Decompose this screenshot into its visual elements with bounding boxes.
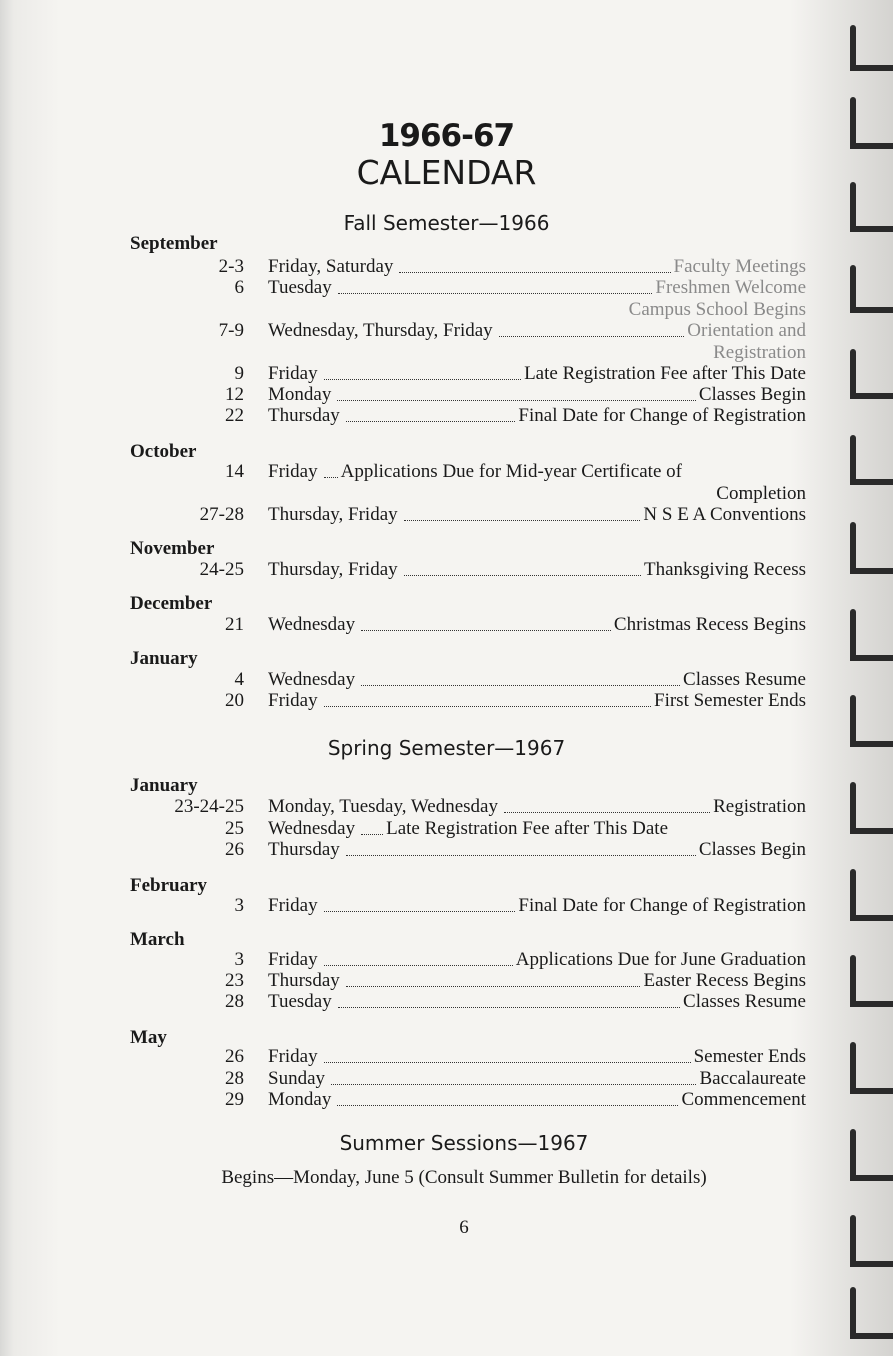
row-event: Freshmen Welcome bbox=[655, 277, 806, 298]
calendar-row bbox=[130, 669, 806, 691]
month-may: May bbox=[130, 1027, 167, 1048]
row-day: Friday bbox=[268, 895, 318, 916]
row-date: 12 bbox=[225, 384, 244, 405]
row-day: Wednesday bbox=[268, 614, 356, 635]
calendar-row bbox=[130, 690, 806, 712]
dot-leader bbox=[346, 986, 641, 987]
calendar-row-continuation bbox=[130, 342, 806, 364]
row-date: 3 bbox=[234, 949, 244, 970]
calendar-row bbox=[130, 256, 806, 278]
calendar-row-continuation bbox=[130, 483, 806, 505]
row-event: N S E A Conventions bbox=[643, 504, 806, 525]
fall-semester-heading: Fall Semester—1966 bbox=[343, 211, 550, 235]
row-date: 29 bbox=[225, 1089, 244, 1110]
calendar-row bbox=[130, 1089, 806, 1111]
dot-leader bbox=[399, 272, 670, 273]
calendar-row bbox=[130, 320, 806, 342]
summer-sessions-heading: Summer Sessions—1967 bbox=[339, 1131, 589, 1155]
dot-leader bbox=[346, 855, 696, 856]
row-day: Tuesday bbox=[268, 991, 332, 1012]
dot-leader bbox=[404, 575, 641, 576]
month-november: November bbox=[130, 538, 215, 559]
row-date: 22 bbox=[225, 405, 244, 426]
row-event: Classes Begin bbox=[698, 839, 806, 860]
row-day: Monday, Tuesday, Wednesday bbox=[268, 796, 498, 817]
row-date: 21 bbox=[225, 614, 244, 635]
calendar-row bbox=[130, 384, 806, 406]
month-january: January bbox=[130, 775, 198, 796]
calendar-row bbox=[130, 559, 806, 581]
row-date: 23 bbox=[225, 970, 244, 991]
row-event: Easter Recess Begins bbox=[643, 970, 806, 991]
row-day: Wednesday bbox=[268, 818, 356, 839]
calendar-row bbox=[130, 614, 806, 636]
row-date: 9 bbox=[234, 363, 244, 384]
row-day: Thursday bbox=[268, 970, 340, 991]
row-date: 26 bbox=[225, 1046, 244, 1067]
calendar-row bbox=[130, 277, 806, 299]
row-date: 7-9 bbox=[218, 320, 244, 341]
calendar-row bbox=[130, 991, 806, 1013]
row-day: Monday bbox=[268, 1089, 332, 1110]
calendar-row bbox=[130, 405, 806, 427]
row-date: 25 bbox=[225, 818, 244, 839]
dot-leader bbox=[324, 706, 651, 707]
dot-leader bbox=[404, 520, 641, 521]
row-event: Thanksgiving Recess bbox=[643, 559, 806, 580]
calendar-row bbox=[130, 1046, 806, 1068]
row-event: Christmas Recess Begins bbox=[613, 614, 806, 635]
row-day: Friday bbox=[268, 461, 318, 482]
row-event: Classes Resume bbox=[683, 669, 806, 690]
row-date: 27-28 bbox=[199, 504, 244, 525]
row-day: Monday bbox=[268, 384, 332, 405]
row-date: 28 bbox=[225, 991, 244, 1012]
row-date: 3 bbox=[234, 895, 244, 916]
row-date: 26 bbox=[225, 839, 244, 860]
row-event: Applications Due for Mid-year Certificate of bbox=[340, 461, 682, 482]
summer-sessions-text: Begins—Monday, June 5 (Consult Summer Bulletin for details) bbox=[221, 1167, 707, 1188]
row-day: Friday bbox=[268, 1046, 318, 1067]
dot-leader bbox=[324, 965, 513, 966]
row-day: Wednesday, Thursday, Friday bbox=[268, 320, 493, 341]
row-date: 6 bbox=[234, 277, 244, 298]
row-event-continued: Registration bbox=[713, 342, 806, 363]
dot-leader bbox=[361, 630, 611, 631]
dot-leader bbox=[324, 379, 521, 380]
dot-leader bbox=[337, 400, 696, 401]
calendar-row-continuation bbox=[130, 299, 806, 321]
month-december: December bbox=[130, 593, 213, 614]
dot-leader bbox=[504, 812, 710, 813]
row-date: 4 bbox=[234, 669, 244, 690]
calendar-title: CALENDAR bbox=[356, 153, 537, 192]
month-september: September bbox=[130, 233, 218, 254]
calendar-row bbox=[130, 461, 806, 483]
dot-leader bbox=[338, 293, 653, 294]
row-event: Late Registration Fee after This Date bbox=[524, 363, 806, 384]
calendar-row bbox=[130, 839, 806, 861]
calendar-row bbox=[130, 796, 806, 818]
calendar-row bbox=[130, 504, 806, 526]
row-day: Thursday, Friday bbox=[268, 504, 398, 525]
dot-leader bbox=[324, 477, 338, 478]
dot-leader bbox=[337, 1105, 678, 1106]
row-event: Classes Resume bbox=[683, 991, 806, 1012]
row-event: Registration bbox=[713, 796, 806, 817]
row-date: 14 bbox=[225, 461, 244, 482]
row-day: Tuesday bbox=[268, 277, 332, 298]
row-event: Commencement bbox=[681, 1089, 806, 1110]
row-event-continued: Completion bbox=[716, 483, 806, 504]
dot-leader bbox=[499, 336, 685, 337]
dot-leader bbox=[346, 421, 516, 422]
dot-leader bbox=[361, 834, 383, 835]
row-date: 23-24-25 bbox=[174, 796, 244, 817]
row-day: Thursday bbox=[268, 405, 340, 426]
dot-leader bbox=[331, 1084, 696, 1085]
row-event: Final Date for Change of Registration bbox=[518, 405, 806, 426]
row-event: Orientation and bbox=[687, 320, 806, 341]
spring-semester-heading: Spring Semester—1967 bbox=[327, 736, 566, 760]
month-february: February bbox=[130, 875, 208, 896]
dot-leader bbox=[324, 911, 516, 912]
calendar-row bbox=[130, 970, 806, 992]
row-date: 20 bbox=[225, 690, 244, 711]
row-day: Wednesday bbox=[268, 669, 356, 690]
month-october: October bbox=[130, 441, 197, 462]
row-event: First Semester Ends bbox=[654, 690, 806, 711]
row-event: Semester Ends bbox=[693, 1046, 806, 1067]
row-day: Thursday bbox=[268, 839, 340, 860]
row-event: Applications Due for June Graduation bbox=[515, 949, 806, 970]
row-event-continued: Campus School Begins bbox=[628, 299, 806, 320]
row-event: Final Date for Change of Registration bbox=[518, 895, 806, 916]
calendar-row bbox=[130, 818, 806, 840]
row-day: Friday bbox=[268, 690, 318, 711]
row-event: Baccalaureate bbox=[699, 1068, 806, 1089]
row-day: Sunday bbox=[268, 1068, 325, 1089]
month-january: January bbox=[130, 648, 198, 669]
row-event: Faculty Meetings bbox=[673, 256, 806, 277]
calendar-row bbox=[130, 363, 806, 385]
row-day: Friday, Saturday bbox=[268, 256, 394, 277]
calendar-year: 1966-67 bbox=[378, 118, 515, 154]
dot-leader bbox=[361, 685, 680, 686]
month-march: March bbox=[130, 929, 185, 950]
calendar-row bbox=[130, 949, 806, 971]
page-number: 6 bbox=[459, 1217, 469, 1238]
row-date: 2-3 bbox=[218, 256, 244, 277]
row-day: Friday bbox=[268, 363, 318, 384]
calendar-row bbox=[130, 895, 806, 917]
dot-leader bbox=[324, 1062, 691, 1063]
row-event: Classes Begin bbox=[698, 384, 806, 405]
dot-leader bbox=[338, 1007, 680, 1008]
calendar-row bbox=[130, 1068, 806, 1090]
row-day: Thursday, Friday bbox=[268, 559, 398, 580]
row-day: Friday bbox=[268, 949, 318, 970]
row-date: 24-25 bbox=[199, 559, 244, 580]
row-event: Late Registration Fee after This Date bbox=[386, 818, 669, 839]
row-date: 28 bbox=[225, 1068, 244, 1089]
